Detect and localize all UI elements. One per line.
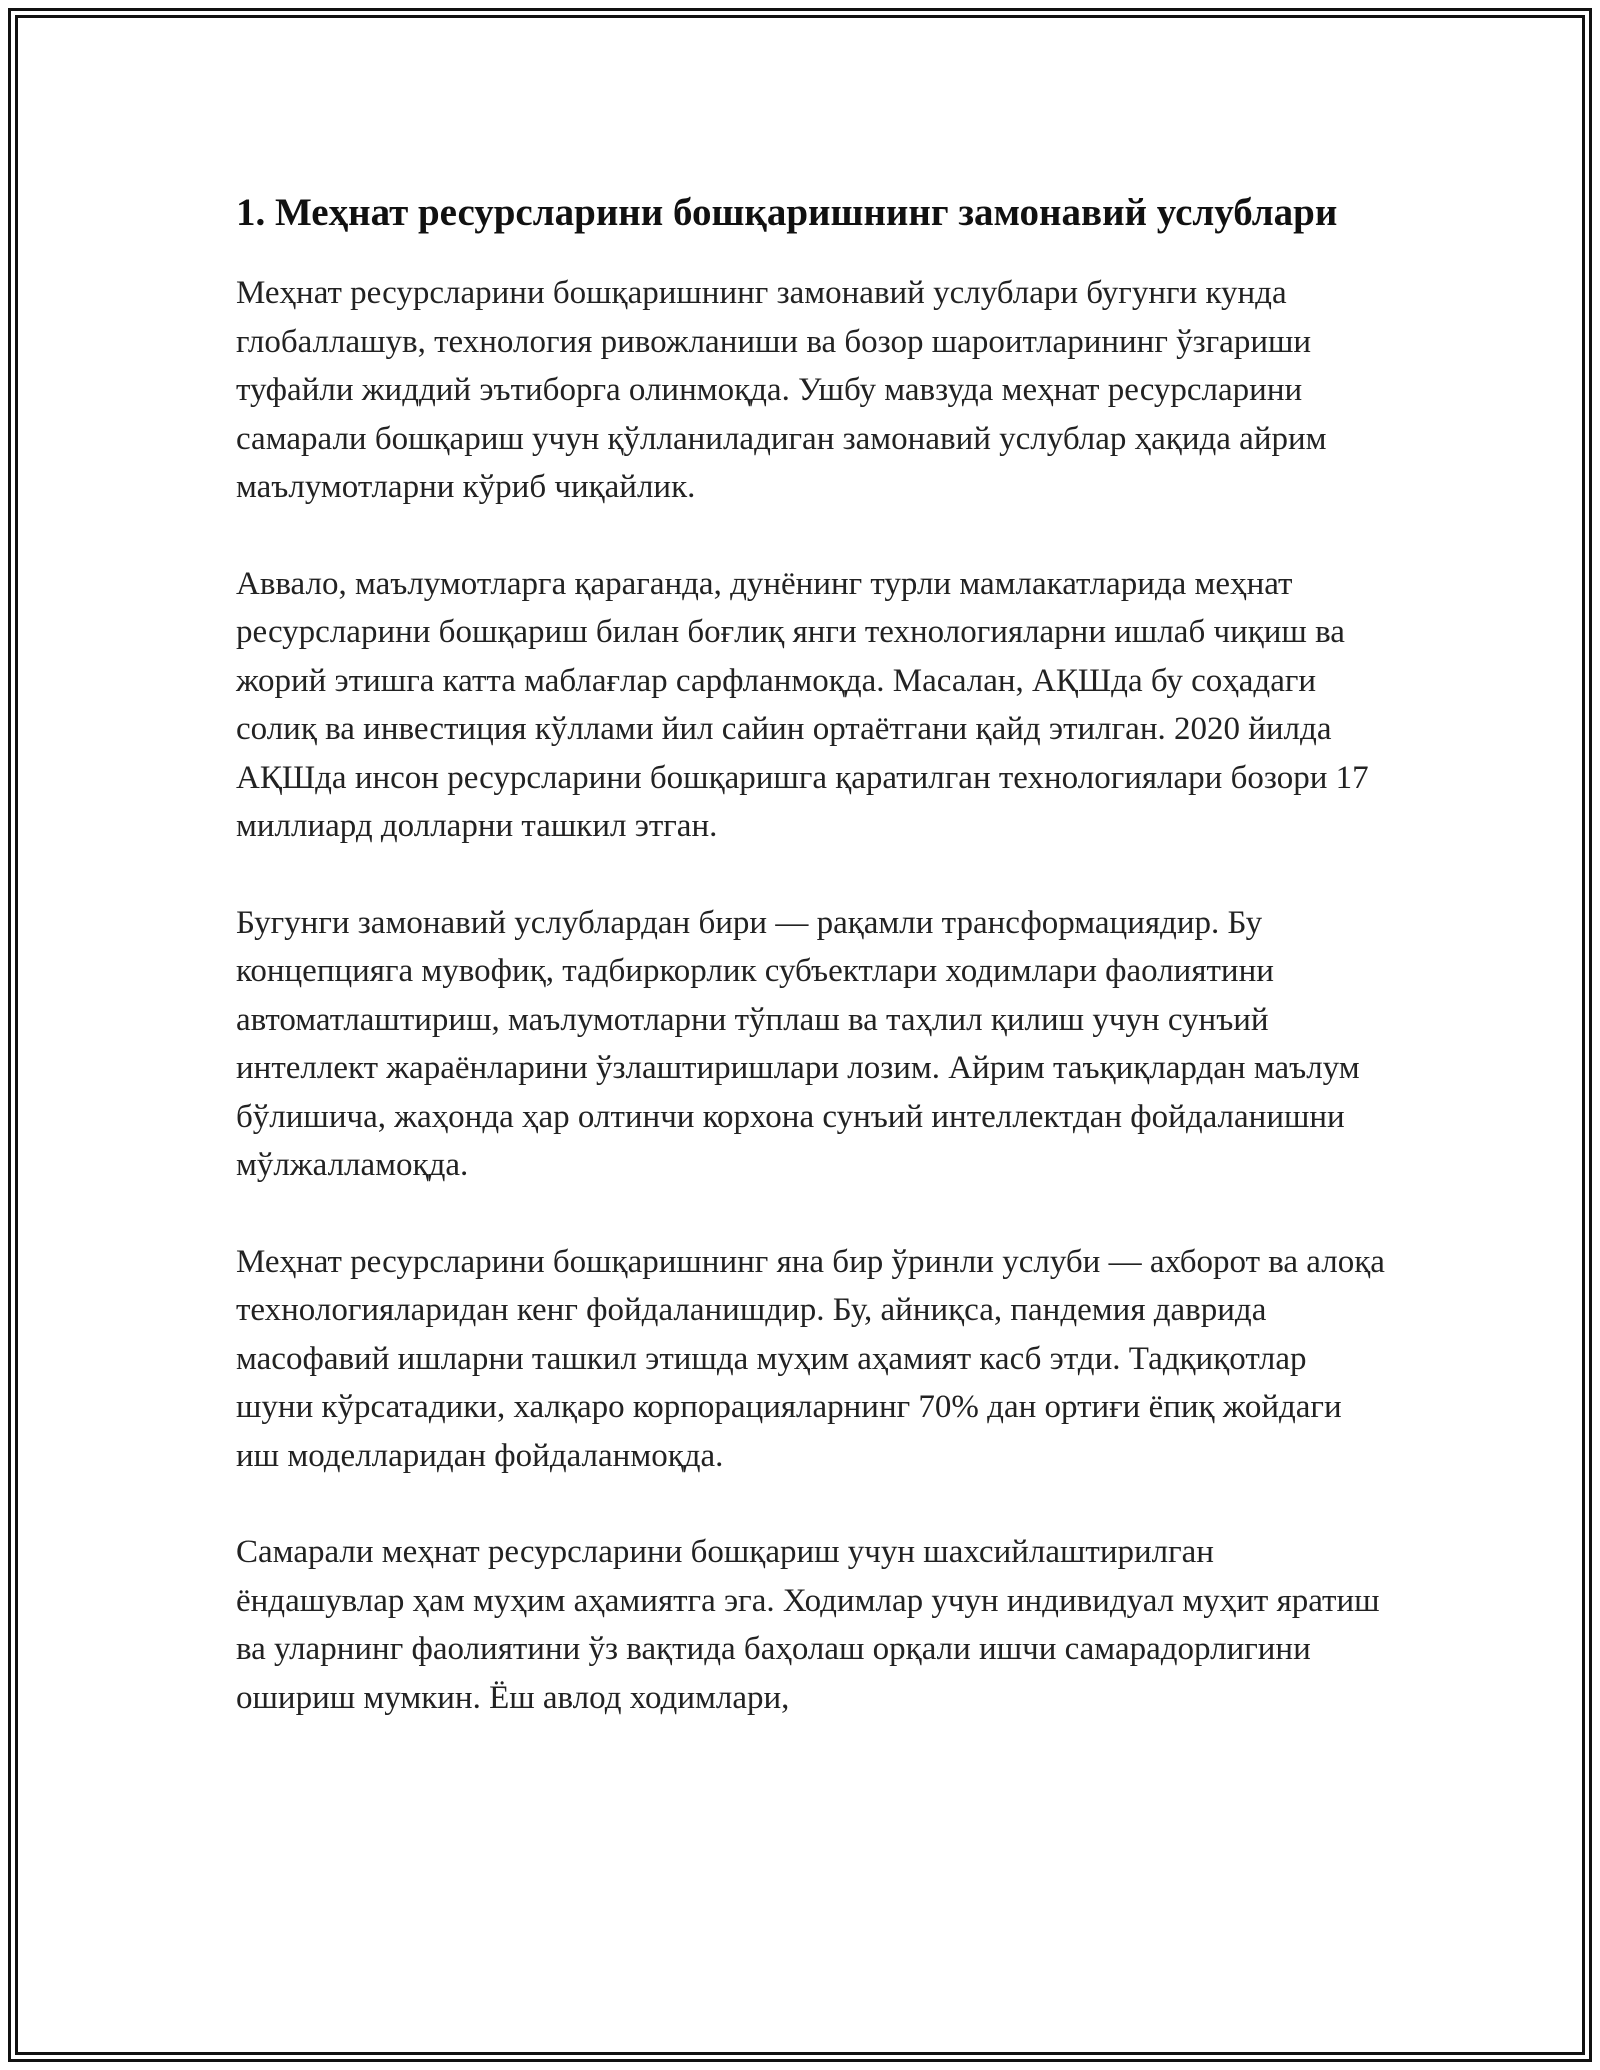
paragraph-4: Меҳнат ресурсларини бошқаришнинг яна бир ўринли услуби — ахборот ва алоқа технологияларидан кенг фойдаланишдир. Бу, айниқса, пандемия даврида масофавий ишларни ташкил этишда муҳим аҳамият касб этди. Тадқиқотлар шуни кўрсатадики, халқаро корпорацияларнинг 70% дан ортиғи ёпиқ жойдаги иш моделларидан фойдаланмоқда. bbox=[236, 1243, 1385, 1474]
document-title: 1. Меҳнат ресурсларини бошқаришнинг замонавий услублари bbox=[236, 191, 1338, 234]
paragraph-1: Меҳнат ресурсларини бошқаришнинг замонавий услублари бугунги кунда глобаллашув, технология ривожланиши ва бозор шароитларининг ўзгариши туфайли жиддий эътиборга олинмоқда. Ушбу мавзуда меҳнат ресурсларини самарали бошқариш учун қўлланиладиган замонавий услублар ҳақида айрим маълумотларни кўриб чиқайлик. bbox=[236, 275, 1327, 505]
paragraph-5: Самарали меҳнат ресурсларини бошқариш учун шахсийлаштирилган ёндашувлар ҳам муҳим аҳамиятга эга. Ходимлар учун индивидуал муҳит яратиш ва уларнинг фаолиятини ўз вақтида баҳолаш орқали ишчи самарадорлигини ошириш мумкин. Ёш авлод ходимлари, bbox=[236, 1534, 1380, 1716]
paragraph-2: Аввало, маълумотларга қараганда, дунёнинг турли мамлакатларида меҳнат ресурсларини бошқариш билан боғлиқ янги технологияларни ишлаб чиқиш ва жорий этишга катта маблағлар сарфланмоқда. Масалан, АҚШда бу соҳадаги солиқ ва инвестиция кўллами йил сайин ортаётгани қайд этилган. 2020 йилда АҚШда инсон ресурсларини бошқаришга қаратилган технологиялари бозори 17 миллиард долларни ташкил этган. bbox=[236, 565, 1369, 844]
paragraph-3: Бугунги замонавий услублардан бири — рақамли трансформациядир. Бу концепцияга мувофиқ, тадбиркорлик субъектлари ходимлари фаолиятини автоматлаштириш, маълумотларни тўплаш ва таҳлил қилиш учун сунъий интеллект жараёнларини ўзлаштиришлари лозим. Айрим таъқиқлардан маълум бўлишича, жаҳонда ҳар олтинчи корхона сунъий интеллектдан фойдаланишни мўлжалламоқда. bbox=[236, 904, 1360, 1183]
document-body bbox=[236, 185, 1386, 1770]
